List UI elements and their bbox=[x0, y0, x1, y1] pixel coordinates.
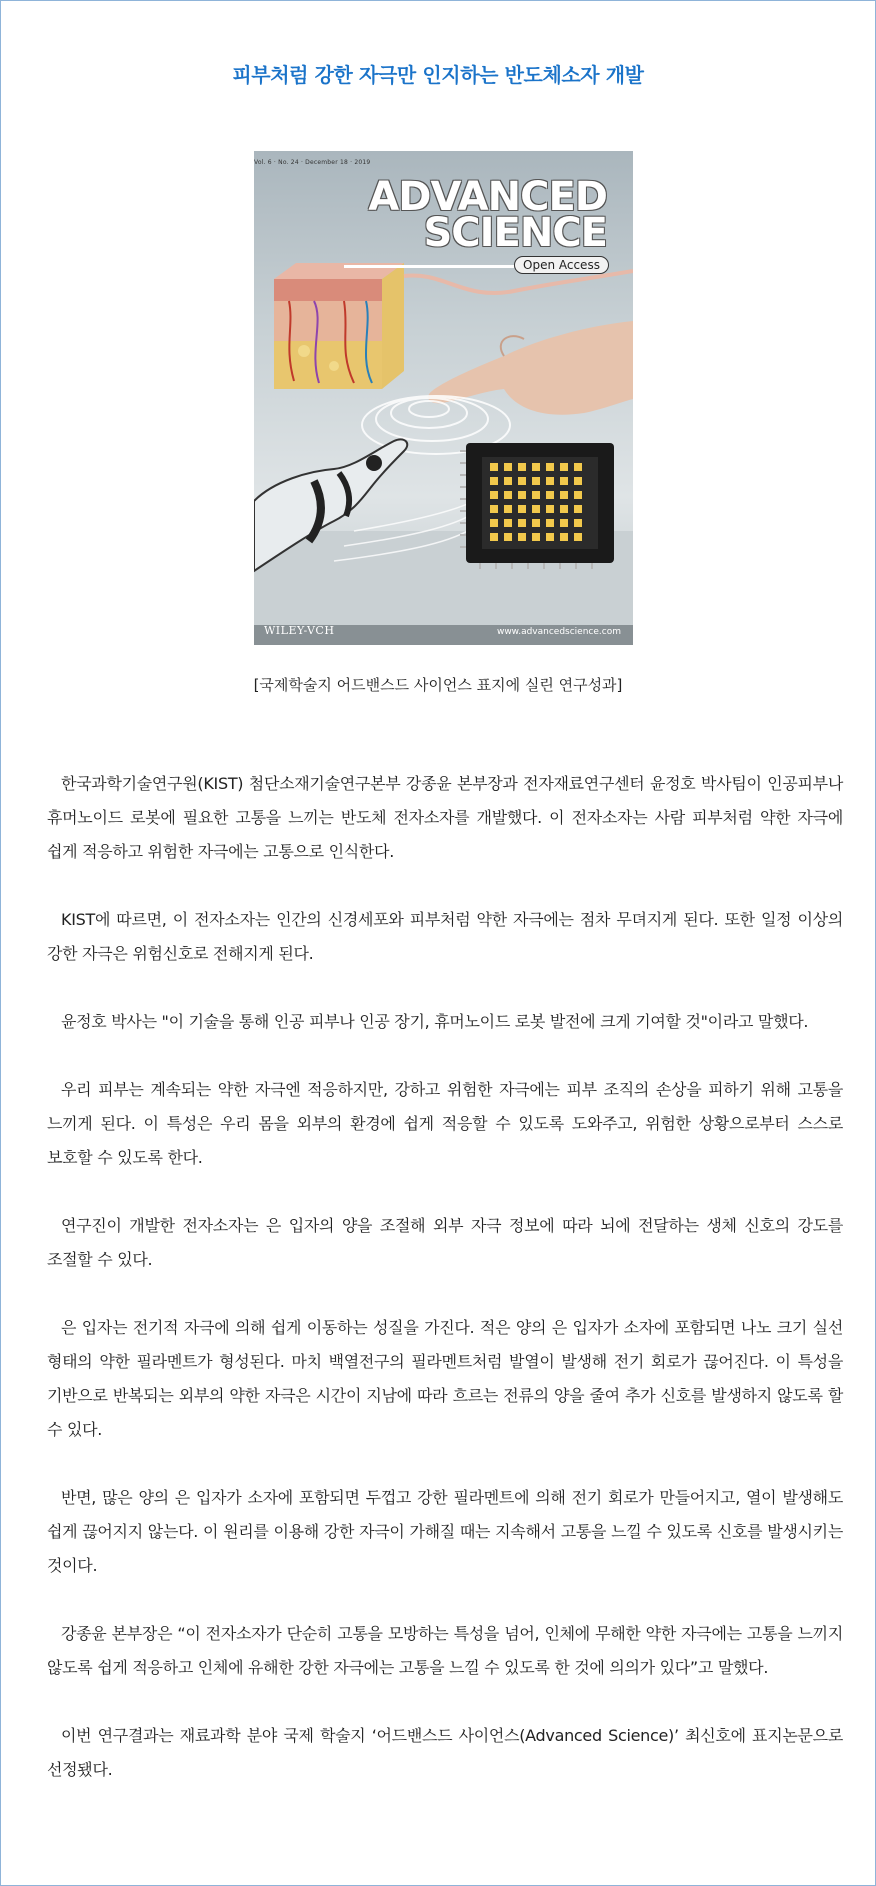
cover-journal-meta: Vol. 6 · No. 24 · December 18 · 2019 bbox=[254, 159, 371, 166]
paragraph: 우리 피부는 계속되는 약한 자극엔 적응하지만, 강하고 위험한 자극에는 피부 조직의 손상을 피하기 위해 고통을 느끼게 된다. 이 특성은 우리 몸을 외부의 환경에 쉽게 적응할 수 있도록 도와주고, 위험한 상황으로부터 스스로 보호할 수 있도록 한다. bbox=[47, 1080, 843, 1167]
skin-block-graphic bbox=[274, 263, 404, 389]
paragraph: 반면, 많은 양의 은 입자가 소자에 포함되면 두껍고 강한 필라멘트에 의해 전기 회로가 만들어지고, 열이 발생해도 쉽게 끊어지지 않는다. 이 원리를 이용해 강한 자극이 가해질 때는 지속해서 고통을 느낄 수 있도록 신호를 발생시키는 것이다. bbox=[47, 1488, 843, 1575]
paragraph: 이번 연구결과는 재료과학 분야 국제 학술지 ‘어드밴스드 사이언스(Advanced Science)’ 최신호에 표지논문으로 선정됐다. bbox=[47, 1726, 843, 1779]
cover-url: www.advancedscience.com bbox=[496, 627, 621, 637]
image-caption: [국제학술지 어드밴스드 사이언스 표지에 실린 연구성과] bbox=[253, 676, 623, 694]
journal-cover-image bbox=[254, 151, 633, 645]
article-body bbox=[47, 767, 843, 1821]
cover-divider-line bbox=[344, 265, 514, 268]
paragraph: 연구진이 개발한 전자소자는 은 입자의 양을 조절해 외부 자극 정보에 따라 뇌에 전달하는 생체 신호의 강도를 조절할 수 있다. bbox=[47, 1216, 843, 1269]
cover-open-access-badge: Open Access bbox=[514, 256, 609, 274]
paragraph: KIST에 따르면, 이 전자소자는 인간의 신경세포와 피부처럼 약한 자극에는 점차 무뎌지게 된다. 또한 일정 이상의 강한 자극은 위험신호로 전해지게 된다. bbox=[47, 910, 843, 963]
paragraph: 한국과학기술연구원(KIST) 첨단소재기술연구본부 강종윤 본부장과 전자재료연구센터 윤정호 박사팀이 인공피부나 휴머노이드 로봇에 필요한 고통을 느끼는 반도체 전자소자를 개발했다. 이 전자소자는 사람 피부처럼 약한 자극에 쉽게 적응하고 위험한 자극에는 고통으로 인식한다. bbox=[47, 774, 843, 861]
human-hand-graphic bbox=[428, 321, 633, 415]
paragraph: 강종윤 본부장은 “이 전자소자가 단순히 고통을 모방하는 특성을 넘어, 인체에 무해한 약한 자극에는 고통을 느끼지 않도록 쉽게 적응하고 인체에 유해한 강한 자극에는 고통을 느낄 수 있도록 한 것에 의의가 있다”고 말했다. bbox=[47, 1624, 843, 1677]
cover-masthead-science: SCIENCE bbox=[423, 210, 607, 256]
cover-masthead-advanced: ADVANCED bbox=[368, 174, 607, 220]
paragraph: 윤정호 박사는 "이 기술을 통해 인공 피부나 인공 장기, 휴머노이드 로봇 발전에 크게 기여할 것"이라고 말했다. bbox=[61, 1012, 809, 1031]
sensor-chip-graphic bbox=[460, 443, 614, 569]
paragraph: 은 입자는 전기적 자극에 의해 쉽게 이동하는 성질을 가진다. 적은 양의 은 입자가 소자에 포함되면 나노 크기 실선 형태의 약한 필라멘트가 형성된다. 마치 백열전구의 필라멘트처럼 발열이 발생해 전기 회로가 끊어진다. 이 특성을 기반으로 반복되는 외부의 약한 자극은 시간이 지남에 따라 흐르는 전류의 양을 줄여 추가 신호를 발생하지 않도록 할 수 있다. bbox=[47, 1318, 843, 1439]
article-title: 피부처럼 강한 자극만 인지하는 반도체소자 개발 bbox=[232, 63, 644, 87]
cover-publisher-logo: WILEY-VCH bbox=[264, 624, 335, 637]
